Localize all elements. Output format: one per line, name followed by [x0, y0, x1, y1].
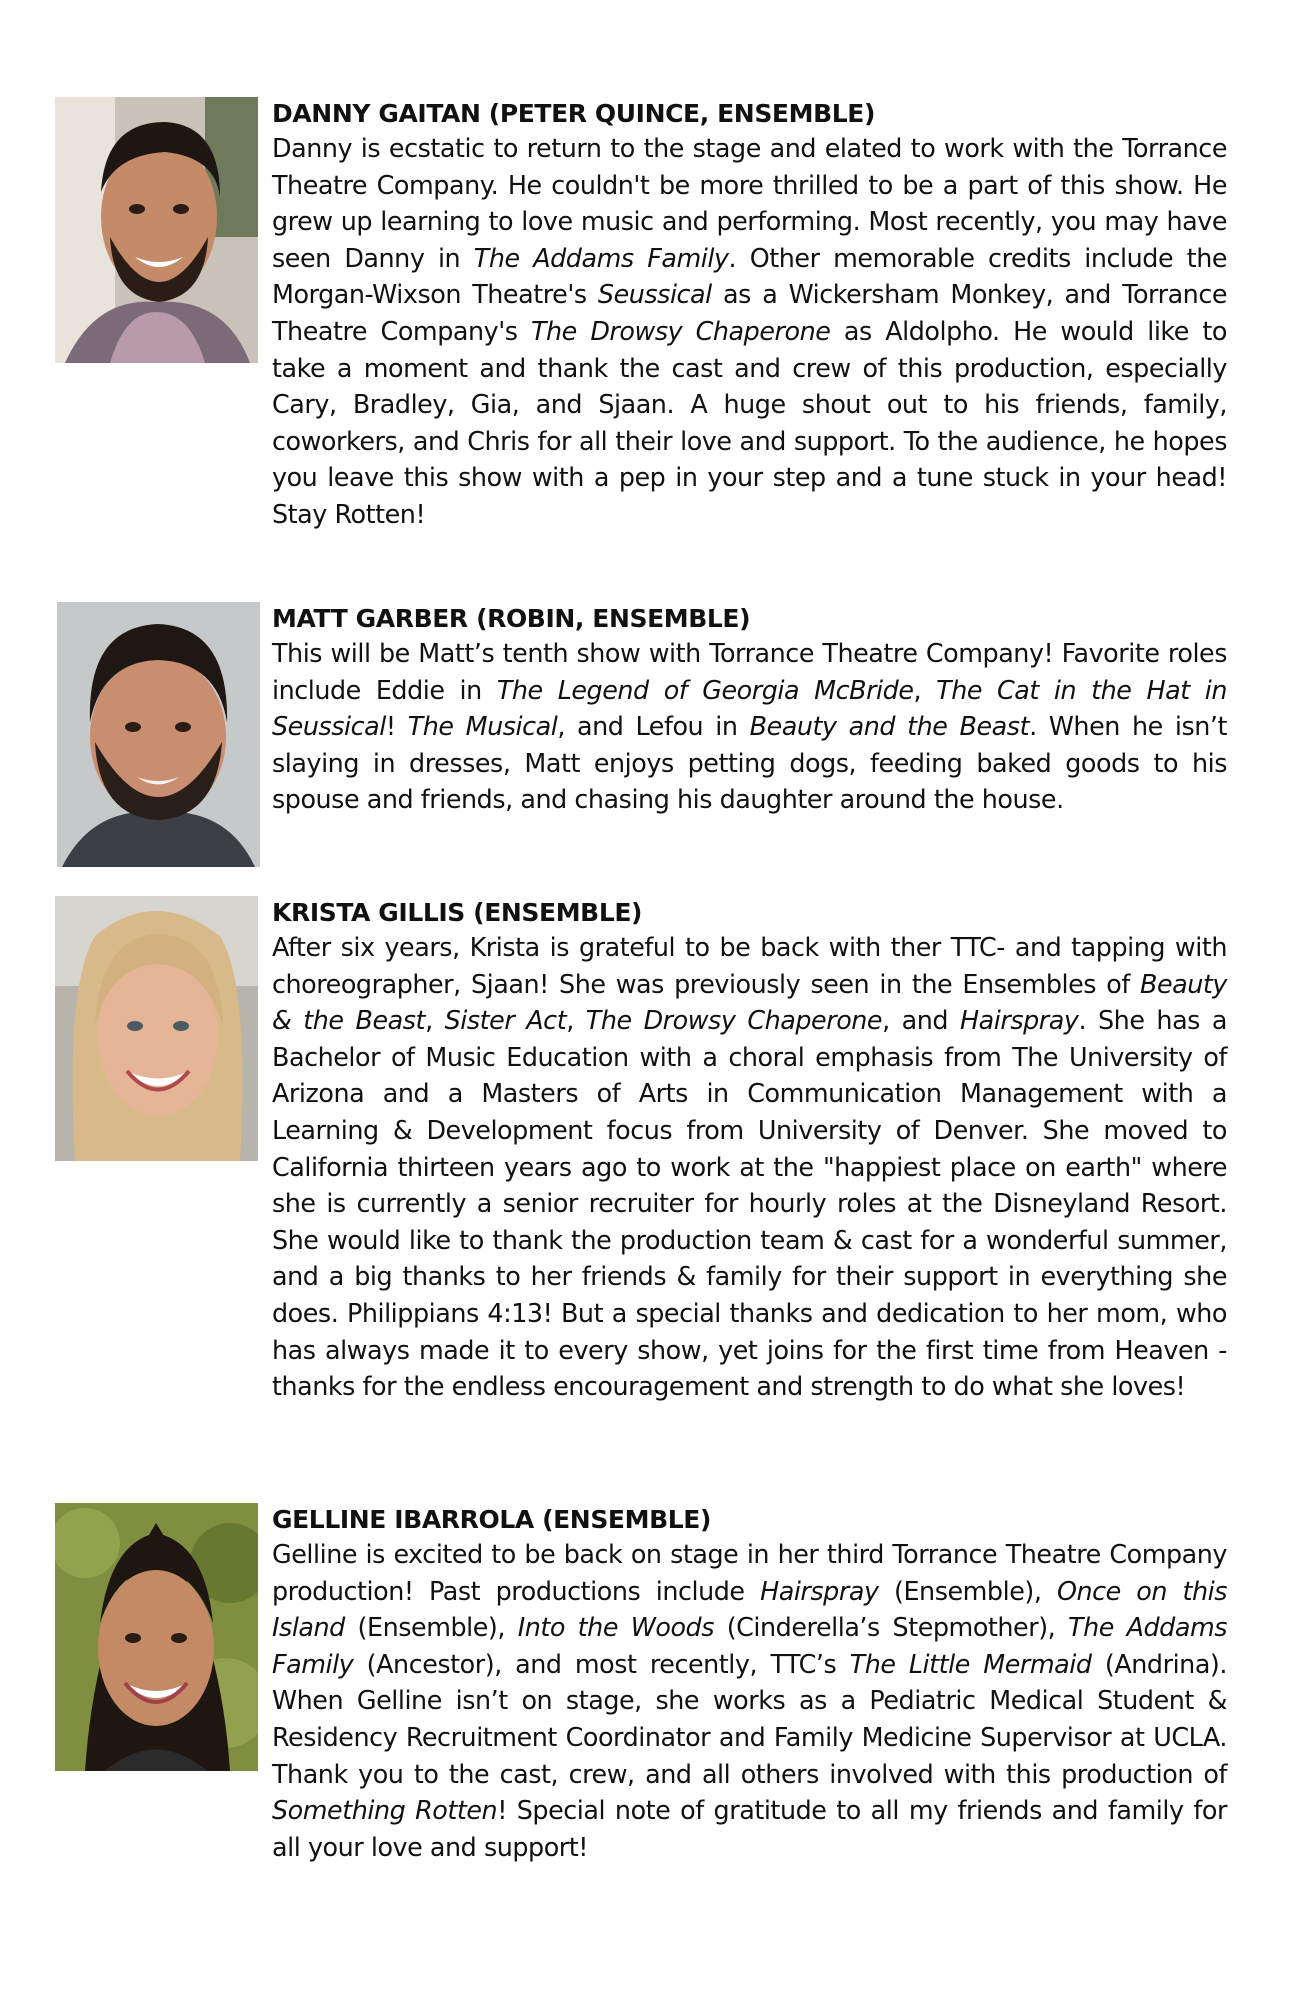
performer-name: KRISTA GILLIS (ENSEMBLE)	[272, 898, 643, 927]
bio-title-italic: Once on this Island	[272, 1575, 1228, 1643]
bio-title-italic: The Legend of Georgia McBride	[496, 674, 914, 705]
bio-text	[272, 1503, 1227, 1865]
bio-text	[272, 602, 1227, 818]
bio-text-run: This will be Matt’s tenth show with Torrance Theatre Company! Favorite roles include Eddie in	[272, 638, 1227, 705]
bio-body	[272, 1536, 1227, 1865]
bio-title-italic: Beauty & the Beast	[272, 968, 1227, 1036]
bio-text-run: (Andrina). When Gelline isn’t on stage, she works as a Pediatric Medical Student & Residency Recruitment Coordinator and Family Medicine Supervisor at UCLA. Thank you to the cast, crew, and all others involved with this production of	[272, 1648, 1228, 1789]
bio-text-run: . Other memorable credits include the Morgan-Wixson Theatre's	[272, 242, 1228, 310]
headshot-photo	[57, 602, 260, 867]
bio-text-run: as Aldolpho. He would like to take a moment and thank the cast and crew of this production, especially Cary, Bradley, Gia, and Sjaan. A huge shout out to his friends, family, coworkers, and Chris for all their love and support. To the audience, he hopes you leave this show with a pep in your step and a tune stuck in your head! Stay Rotten!	[272, 315, 1227, 529]
bio-text-run: Gelline is excited to be back on stage in her third Torrance Theatre Company production! Past productions include	[272, 1539, 1227, 1606]
bio-text	[272, 97, 1227, 533]
bio-title-italic: The Drowsy Chaperone	[585, 1005, 883, 1036]
bio-title-italic: Sister Act	[444, 1005, 567, 1036]
bio-title-italic: The Musical	[407, 711, 558, 742]
bio-text-run: . She has a Bachelor of Music Education with a choral emphasis from The University of Arizona and a Masters of Arts in Communication Management with a Learning & Development focus from University of Denver. She moved to California thirteen years ago to work at the "happiest place on earth" where she is currently a senior recruiter for hourly roles at the Disneyland Resort. She would like to thank the production team & cast for a wonderful summer, and a big thanks to her friends & family for their support in everything she does. Philippians 4:13! But a special thanks and dedication to her mom, who has always made it to every show, yet joins for the first time from Heaven - thanks for the endless encouragement and strength to do what she loves!	[272, 1005, 1227, 1402]
bio-text-run: After six years, Krista is grateful to be back with ther TTC- and tapping with choreographer, Sjaan! She was previously seen in the Ensembles of	[272, 932, 1227, 999]
bio-text-run: (Ancestor), and most recently, TTC’s	[353, 1648, 850, 1679]
bio-title-italic: Seussical	[597, 279, 712, 310]
performer-name: MATT GARBER (ROBIN, ENSEMBLE)	[272, 604, 751, 633]
bio-text-run: !	[385, 711, 408, 742]
bio-text-run: ,	[425, 1005, 445, 1036]
bio-text-run: ! Special note of gratitude to all my friends and family for all your love and support!	[272, 1795, 1227, 1862]
bio-body	[272, 130, 1227, 533]
bio-title-italic: The Addams Family	[473, 242, 729, 273]
bio-title-italic: The Cat in the Hat in Seussical	[272, 674, 1227, 742]
bio-body	[272, 929, 1227, 1405]
bio-title-italic: Beauty and the Beast	[749, 711, 1030, 742]
performer-name: DANNY GAITAN (PETER QUINCE, ENSEMBLE)	[272, 99, 875, 128]
headshot-photo	[55, 896, 258, 1161]
headshot-photo	[55, 97, 258, 363]
bio-text-run: , and	[882, 1005, 960, 1036]
bio-text-run: , and Lefou in	[557, 711, 750, 742]
bio-title-italic: The Addams Family	[272, 1612, 1228, 1679]
headshot-photo	[55, 1503, 258, 1771]
bio-title-italic: Something Rotten	[272, 1795, 498, 1826]
bio-text-run: (Ensemble),	[878, 1575, 1057, 1606]
performer-name: GELLINE IBARROLA (ENSEMBLE)	[272, 1505, 711, 1534]
bio-text-run: . When he isn’t slaying in dresses, Matt enjoys petting dogs, feeding baked goods to his spouse and friends, and chasing his daughter around the house.	[272, 711, 1228, 815]
bio-text-run: ,	[913, 674, 937, 705]
bio-text-run: ,	[566, 1005, 586, 1036]
bio-text-run: Danny is ecstatic to return to the stage and elated to work with the Torrance Theatre Company. He couldn't be more thrilled to be a part of this show. He grew up learning to love music and performing. Most recently, you may have seen Danny in	[272, 133, 1227, 273]
bio-title-italic: Into the Woods	[517, 1612, 714, 1643]
bio-body	[272, 635, 1227, 818]
bio-title-italic: Hairspray	[760, 1575, 879, 1606]
bio-text-run: as a Wickersham Monkey, and Torrance Theatre Company's	[272, 279, 1228, 346]
bio-title-italic: Hairspray	[960, 1005, 1079, 1036]
bio-text-run: (Ensemble),	[344, 1612, 518, 1643]
bio-text-run: (Cinderella’s Stepmother),	[713, 1612, 1069, 1643]
bio-title-italic: The Little Mermaid	[849, 1648, 1092, 1679]
bio-title-italic: The Drowsy Chaperone	[530, 315, 831, 346]
bio-text	[272, 896, 1227, 1405]
